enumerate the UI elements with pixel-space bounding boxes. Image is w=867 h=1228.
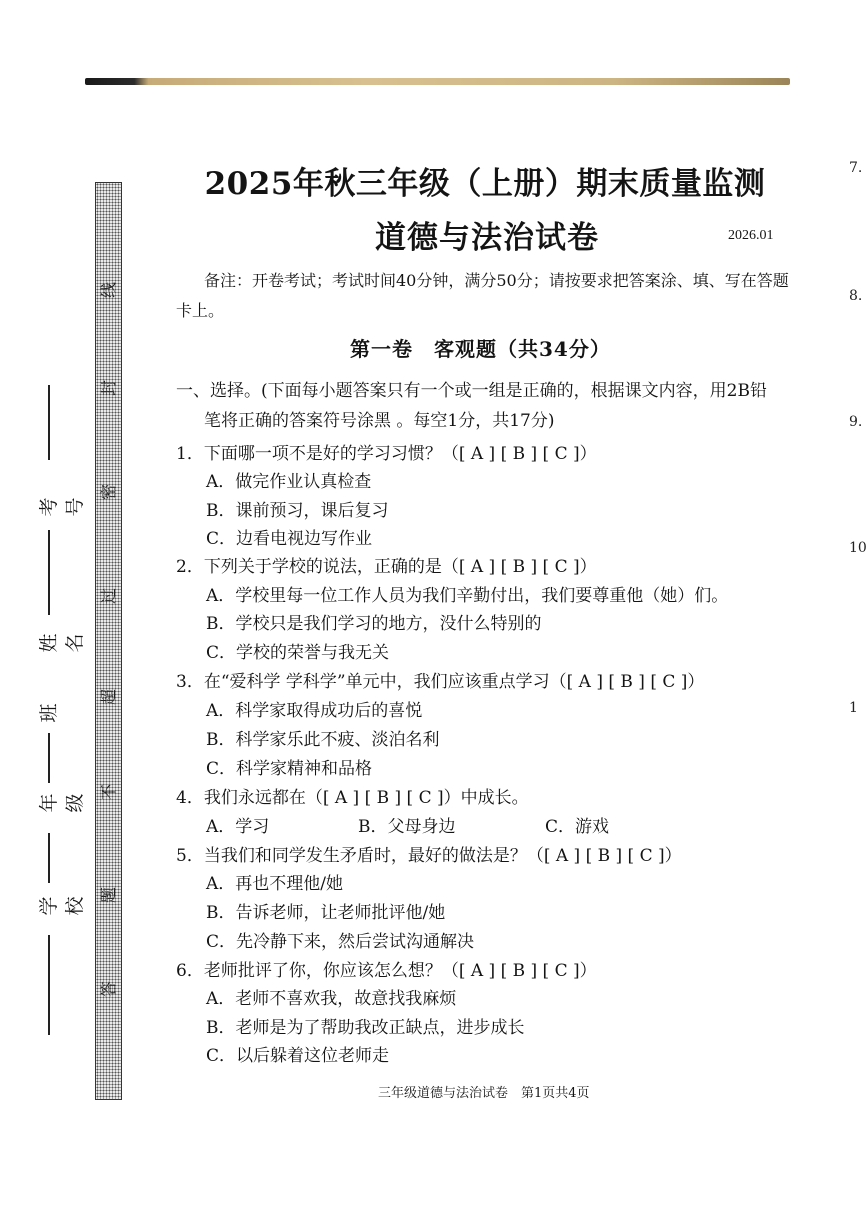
question-4-option-b: B．父母身边 [358, 817, 456, 837]
school-field[interactable] [48, 935, 50, 1035]
question-1-option-c: C．边看电视边写作业 [206, 529, 373, 549]
question-6: 6．老师批评了你，你应该怎么想？（[ A ] [ B ] [ C ]） [176, 961, 597, 981]
binding-char: 题 [99, 887, 118, 904]
question-1-option-a: A．做完作业认真检查 [206, 472, 372, 492]
grade-field[interactable] [48, 833, 50, 883]
question-2-option-a: A．学校里每一位工作人员为我们辛勤付出，我们要尊重他（她）们。 [206, 586, 729, 606]
label-name: 姓名 [38, 633, 86, 653]
question-1: 1．下面哪一项不是好的学习习惯？（[ A ] [ B ] [ C ]） [176, 444, 597, 464]
question-3-option-a: A．科学家取得成功后的喜悦 [206, 701, 423, 721]
binding-char: 不 [99, 784, 118, 801]
label-grade: 年级 [38, 793, 86, 813]
id-number-field[interactable] [48, 385, 50, 460]
binding-char: 密 [99, 484, 118, 501]
binding-char: 过 [99, 588, 118, 605]
section-title: 第一卷 客观题（共34分） [350, 337, 611, 361]
binding-char: 线 [99, 282, 118, 299]
exam-date: 2026.01 [728, 228, 774, 243]
binding-char: 封 [99, 380, 118, 397]
binding-char: 答 [99, 981, 118, 998]
exam-title: 2025年秋三年级（上册）期末质量监测 [204, 166, 766, 202]
exam-subtitle: 道德与法治试卷 [375, 220, 599, 256]
binding-char: 超 [99, 689, 118, 706]
question-4-option-c: C．游戏 [545, 817, 610, 837]
exam-note: 备注：开卷考试；考试时间40分钟，满分50分；请按要求把答案涂、填、写在答题卡上。 [176, 271, 789, 320]
question-5-option-a: A．再也不理他/她 [206, 874, 344, 894]
question-3-option-b: B．科学家乐此不疲、淡泊名利 [206, 730, 440, 750]
question-5: 5．当我们和同学发生矛盾时，最好的做法是？（[ A ] [ B ] [ C ]） [176, 846, 682, 866]
part-heading [176, 376, 806, 436]
question-2-option-b: B．学校只是我们学习的地方，没什么特别的 [206, 614, 542, 634]
label-class: 班 [38, 703, 60, 723]
question-6-option-a: A．老师不喜欢我，故意找我麻烦 [206, 989, 457, 1009]
question-2-option-c: C．学校的荣誉与我无关 [206, 643, 390, 663]
name-field[interactable] [48, 530, 50, 615]
question-3: 3．在“爱科学 学科学”单元中，我们应该重点学习（[ A ] [ B ] [ C ]） [176, 672, 705, 692]
question-4-option-a: A．学习 [206, 817, 270, 837]
part-heading-line1: 一、选择。(下面每小题答案只有一个或一组是正确的，根据课文内容，用2B铅 [176, 381, 767, 401]
label-id-number: 考号 [38, 497, 86, 517]
question-5-option-b: B．告诉老师，让老师批评他/她 [206, 903, 446, 923]
question-3-option-c: C．科学家精神和品格 [206, 759, 373, 779]
question-6-option-b: B．老师是为了帮助我改正缺点，进步成长 [206, 1018, 525, 1038]
question-6-option-c: C．以后躲着这位老师走 [206, 1046, 390, 1066]
top-decorative-rule [85, 78, 790, 85]
label-school: 学校 [38, 896, 86, 916]
part-heading-line2: 笔将正确的答案符号涂黑 。每空1分，共17分) [204, 411, 555, 431]
question-5-option-c: C．先冷静下来，然后尝试沟通解决 [206, 932, 475, 952]
edge-number: 1 [849, 700, 858, 716]
question-1-option-b: B．课前预习，课后复习 [206, 501, 389, 521]
binding-strip [95, 182, 122, 1100]
class-field[interactable] [48, 733, 50, 783]
edge-number: 9. [849, 414, 863, 430]
edge-number: 8. [849, 288, 863, 304]
page-footer: 三年级道德与法治试卷 第1页共4页 [378, 1086, 590, 1101]
edge-number: 10 [849, 540, 867, 556]
question-4: 4．我们永远都在（[ A ] [ B ] [ C ]）中成长。 [176, 788, 529, 808]
question-2: 2．下列关于学校的说法，正确的是（[ A ] [ B ] [ C ]） [176, 557, 597, 577]
edge-number: 7. [849, 160, 863, 176]
